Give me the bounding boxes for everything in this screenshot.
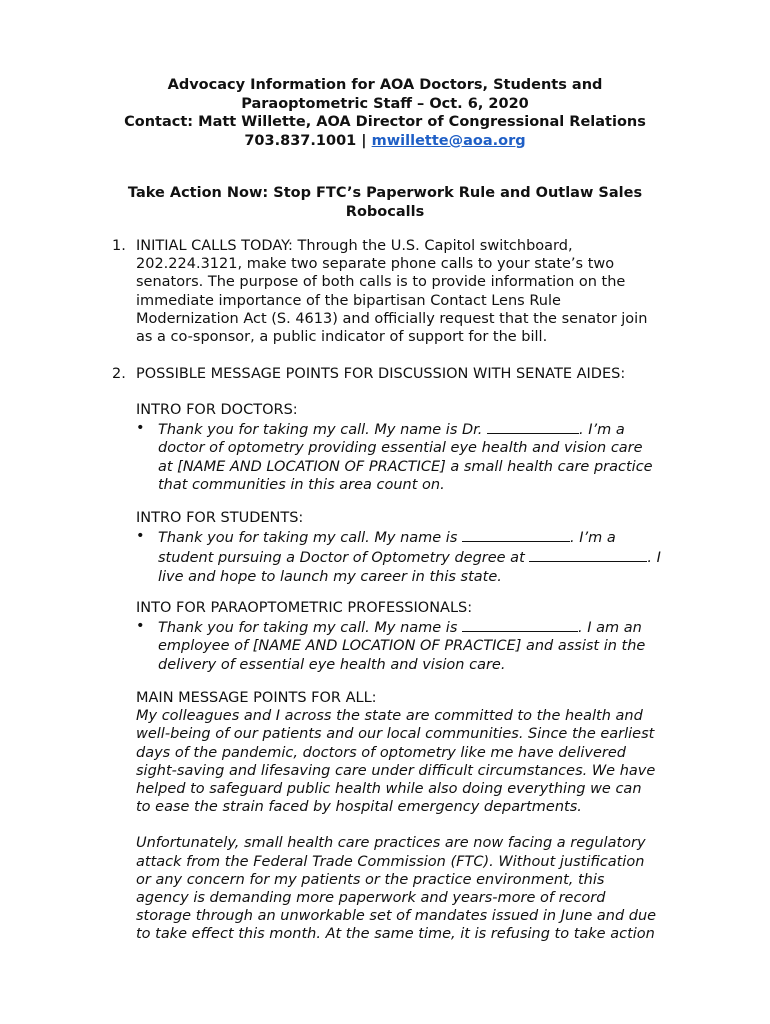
name-blank	[487, 419, 579, 434]
doctors-line2: doctor of optometry providing essential eye health and vision care	[158, 440, 643, 457]
paraopt-line1-b: . I am an	[578, 620, 642, 637]
item1-line: 202.224.3121, make two separate phone calls to your state’s two	[136, 256, 615, 273]
intro-paraopt-heading: INTO FOR PARAOPTOMETRIC PROFESSIONALS:	[136, 600, 473, 616]
name-blank	[462, 617, 578, 632]
item1-line: INITIAL CALLS TODAY: Through the U.S. Capitol switchboard,	[136, 238, 573, 254]
doctors-line1-b: . I’m a	[579, 422, 625, 439]
bullet-icon: •	[136, 420, 145, 437]
paragraph-line: Unfortunately, small health care practices are now facing a regulatory	[136, 835, 646, 852]
school-blank	[529, 547, 647, 562]
paragraph-line: storage through an unworkable set of mandates issued in June and due	[136, 908, 657, 925]
name-blank	[462, 527, 570, 542]
doctors-line3: at [NAME AND LOCATION OF PRACTICE] a small health care practice	[158, 458, 653, 475]
paragraph-line: attack from the Federal Trade Commission (FTC). Without justification	[136, 853, 645, 870]
section-title-line2: Robocalls	[345, 203, 425, 220]
item-number: 2.	[112, 366, 126, 382]
paragraph-line: My colleagues and I across the state are committed to the health and	[136, 708, 643, 725]
paraopt-line1-a: Thank you for taking my call. My name is	[158, 620, 462, 637]
doctors-line1-a: Thank you for taking my call. My name is Dr.	[158, 422, 488, 439]
paragraph-line: to take effect this month. At the same time, it is refusing to take action	[136, 926, 655, 943]
intro-doctors	[136, 401, 696, 494]
section-title	[60, 184, 710, 221]
document-header	[60, 76, 710, 150]
intro-paraoptometric	[136, 599, 696, 674]
doctors-line4: that communities in this area count on.	[158, 476, 445, 493]
paragraph-line: days of the pandemic, doctors of optometry like me have delivered	[136, 744, 626, 761]
header-title-line1: Advocacy Information for AOA Doctors, Students and	[167, 77, 603, 93]
students-line2-a: student pursuing a Doctor of Optometry degree at	[158, 550, 530, 567]
item1-line: immediate importance of the bipartisan Contact Lens Rule	[136, 292, 561, 309]
students-line1-b: . I’m a	[570, 530, 616, 547]
header-title-line2: Paraoptometric Staff – Oct. 6, 2020	[241, 95, 529, 112]
students-line3: live and hope to launch my career in this state.	[158, 568, 502, 585]
main-paragraph-1	[136, 707, 696, 816]
bullet-icon: •	[136, 528, 145, 545]
paragraph-line: to ease the strain faced by hospital emergency departments.	[136, 799, 582, 816]
main-paragraph-2	[136, 834, 696, 943]
section-title-line1: Take Action Now: Stop FTC’s Paperwork Rule and Outlaw Sales	[127, 185, 643, 201]
main-message	[136, 689, 696, 944]
intro-doctors-heading: INTRO FOR DOCTORS:	[136, 402, 298, 418]
paragraph-line: well-being of our patients and our local communities. Since the earliest	[136, 726, 655, 743]
paraopt-line2: employee of [NAME AND LOCATION OF PRACTICE] and assist in the	[158, 638, 646, 655]
contact-email-link[interactable]: mwillette@aoa.org	[371, 132, 526, 149]
paragraph-line: sight-saving and lifesaving care under difficult circumstances. We have	[136, 762, 656, 779]
intro-students-heading: INTRO FOR STUDENTS:	[136, 510, 304, 526]
bullet-icon: •	[136, 618, 145, 635]
students-line2-b: . I	[647, 550, 661, 567]
paragraph-line: helped to safeguard public health while also doing everything we can	[136, 781, 642, 798]
main-heading: MAIN MESSAGE POINTS FOR ALL:	[136, 690, 377, 706]
intro-students	[136, 509, 696, 586]
item1-line: Modernization Act (S. 4613) and officially request that the senator join	[136, 310, 648, 327]
item-number: 1.	[112, 238, 126, 254]
paraopt-line3: delivery of essential eye health and vision care.	[158, 656, 506, 673]
header-contact-details	[60, 132, 710, 151]
header-contact: Contact: Matt Willette, AOA Director of Congressional Relations	[124, 114, 646, 130]
paragraph-line: or any concern for my patients or the practice environment, this	[136, 871, 605, 888]
students-line1-a: Thank you for taking my call. My name is	[158, 530, 462, 547]
item2-text: POSSIBLE MESSAGE POINTS FOR DISCUSSION WITH SENATE AIDES:	[136, 366, 626, 382]
item1-line: senators. The purpose of both calls is to provide information on the	[136, 274, 626, 291]
paragraph-line: agency is demanding more paperwork and years-more of record	[136, 890, 606, 907]
contact-phone: 703.837.1001 |	[244, 132, 372, 149]
item1-line: as a co-sponsor, a public indicator of support for the bill.	[136, 329, 548, 346]
